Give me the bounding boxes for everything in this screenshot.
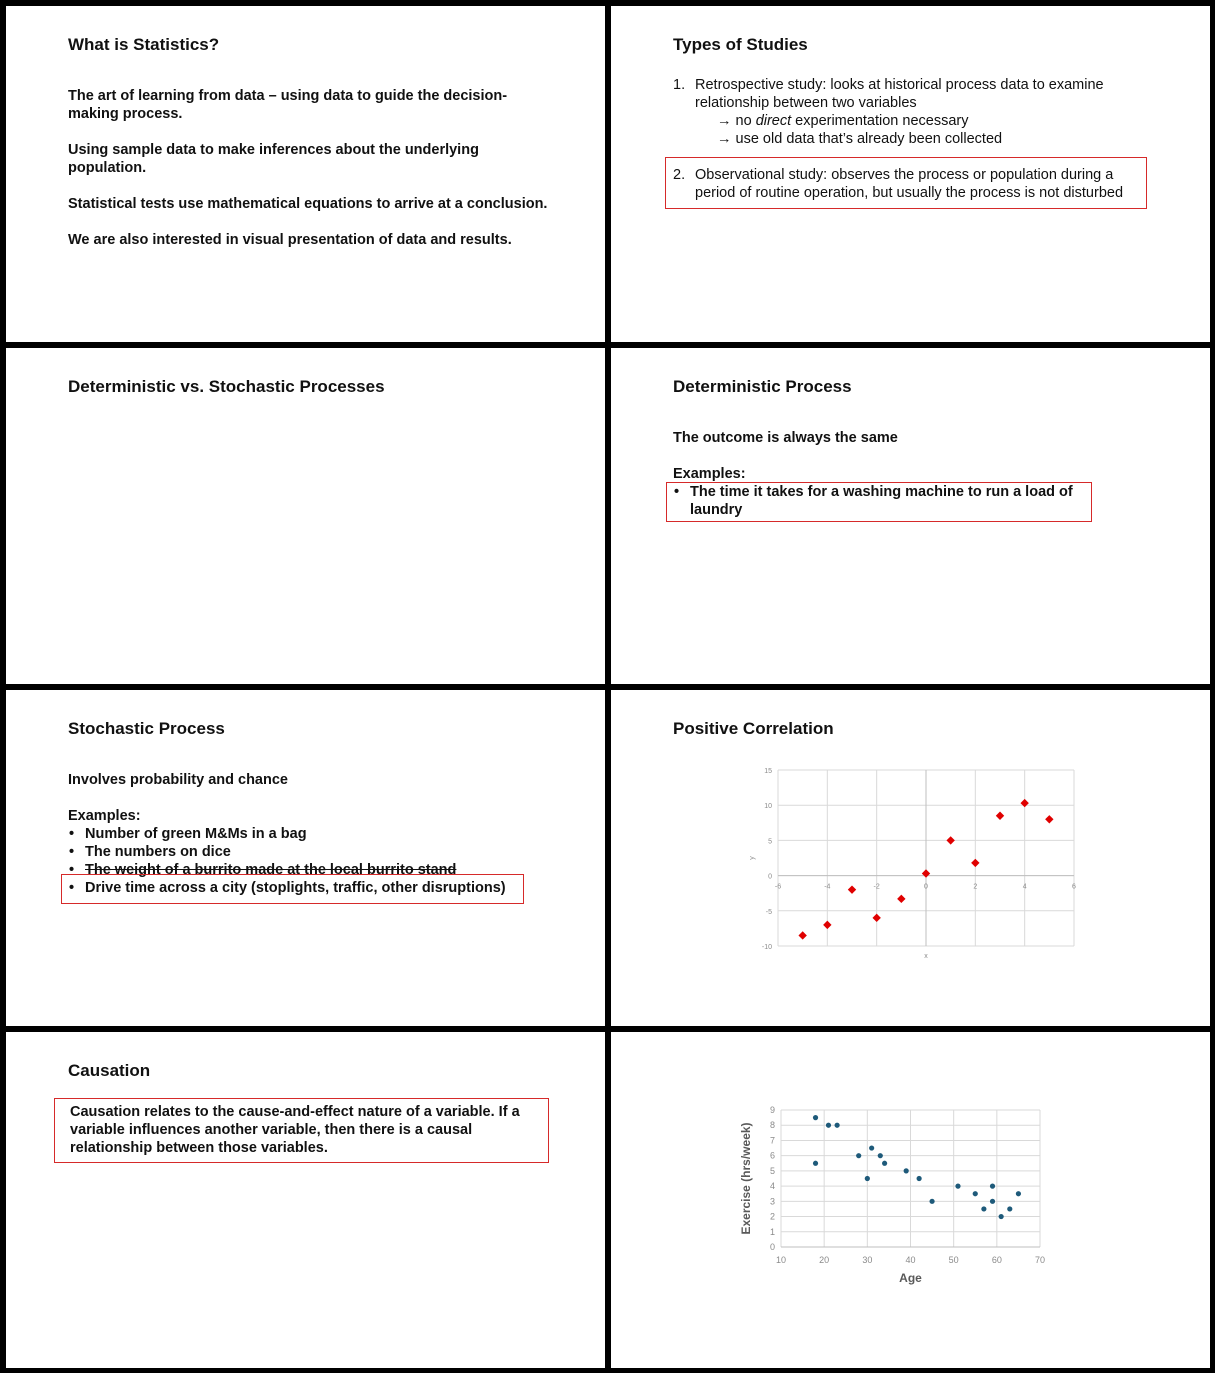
list-number: 1. bbox=[673, 77, 686, 93]
data-point bbox=[990, 1199, 995, 1204]
y-tick-label: 2 bbox=[769, 1211, 775, 1222]
data-point bbox=[848, 885, 856, 893]
x-tick-label: -4 bbox=[824, 883, 831, 891]
y-tick-label: 1 bbox=[769, 1226, 775, 1237]
data-point bbox=[1016, 1191, 1021, 1196]
data-point bbox=[971, 859, 979, 867]
data-point bbox=[813, 1161, 818, 1166]
positive-correlation-chart bbox=[741, 758, 1081, 970]
y-tick-label: 7 bbox=[769, 1135, 775, 1146]
highlight-box bbox=[61, 874, 524, 904]
y-axis-label: Exercise (hrs/week) bbox=[739, 1122, 753, 1235]
x-tick-label: 50 bbox=[948, 1255, 959, 1265]
x-tick-label: 2 bbox=[973, 883, 978, 891]
slide-title: What is Statistics? bbox=[68, 35, 220, 54]
list-item: • The weight of a burrito made at the local burrito stand bbox=[68, 861, 538, 879]
y-tick-label: -5 bbox=[765, 908, 772, 916]
paragraph: The outcome is always the same bbox=[673, 430, 898, 446]
slide-title: Stochastic Process bbox=[68, 719, 225, 738]
x-tick-label: 6 bbox=[1072, 883, 1076, 891]
data-point bbox=[826, 1123, 831, 1128]
slide-causation bbox=[6, 1032, 605, 1368]
x-tick-label: 60 bbox=[991, 1255, 1002, 1265]
x-tick-label: 4 bbox=[1022, 883, 1027, 891]
data-point bbox=[973, 1191, 978, 1196]
data-point bbox=[1045, 815, 1053, 823]
examples-label: Examples: bbox=[673, 466, 746, 482]
y-tick-label: 6 bbox=[769, 1150, 775, 1161]
y-tick-label: 8 bbox=[769, 1120, 775, 1131]
slide-types-of-studies bbox=[611, 6, 1210, 342]
y-tick-label: 9 bbox=[769, 1105, 775, 1115]
paragraph: Involves probability and chance bbox=[68, 772, 288, 788]
age-exercise-chart bbox=[731, 1100, 1061, 1300]
data-point bbox=[897, 895, 905, 903]
data-point bbox=[904, 1168, 909, 1173]
data-point bbox=[990, 1184, 995, 1189]
data-point bbox=[882, 1161, 887, 1166]
slide-title: Causation bbox=[68, 1061, 151, 1080]
slide-what-is-statistics bbox=[6, 6, 605, 342]
slide-title: Types of Studies bbox=[673, 35, 808, 54]
list-item-text: Observational study: observes the process or population during a period of routine operation, but usually the process is not disturbed bbox=[695, 167, 1124, 201]
x-tick-label: 20 bbox=[819, 1255, 830, 1265]
slide-body bbox=[68, 87, 548, 267]
list-item: • Number of green M&Ms in a bag bbox=[68, 825, 538, 843]
slide-title: Deterministic Process bbox=[673, 377, 852, 396]
paragraph: Using sample data to make inferences about the underlying population. bbox=[68, 142, 479, 176]
paragraph: Statistical tests use mathematical equations to arrive at a conclusion. bbox=[68, 196, 548, 212]
x-axis-label: x bbox=[924, 953, 928, 960]
data-point bbox=[981, 1206, 986, 1211]
slide-title: Positive Correlation bbox=[673, 719, 834, 738]
examples-label: Examples: bbox=[68, 808, 141, 824]
sub-point bbox=[673, 112, 1143, 130]
highlight-box bbox=[54, 1098, 549, 1163]
data-point bbox=[865, 1176, 870, 1181]
sub-point-suffix: experimentation necessary bbox=[791, 113, 969, 129]
x-axis-label: Age bbox=[899, 1271, 922, 1285]
data-point bbox=[917, 1176, 922, 1181]
sub-point: → use old data that’s already been collected bbox=[717, 131, 1003, 147]
paragraph: We are also interested in visual presentation of data and results. bbox=[68, 232, 512, 248]
slide-title: Deterministic vs. Stochastic Processes bbox=[68, 377, 385, 396]
data-point bbox=[798, 931, 806, 939]
y-tick-label: 0 bbox=[768, 873, 772, 881]
data-point bbox=[869, 1145, 874, 1150]
data-point bbox=[813, 1115, 818, 1120]
sub-point-emphasis: direct bbox=[755, 113, 792, 129]
list-item: • The numbers on dice bbox=[68, 843, 538, 861]
list-item: • The time it takes for a washing machine to run a load of laundry bbox=[673, 483, 1103, 519]
y-axis-label: y bbox=[749, 856, 756, 860]
x-tick-label: -6 bbox=[774, 883, 782, 891]
highlight-box bbox=[665, 157, 1147, 209]
data-point bbox=[929, 1199, 934, 1204]
slide-stochastic-process bbox=[6, 690, 605, 1026]
causation-text: Causation relates to the cause-and-effect nature of a variable. If a variable influences another variable, then there is a causal relationship between those variables. bbox=[70, 1104, 520, 1156]
y-tick-label: -10 bbox=[761, 944, 772, 951]
slide-deterministic-process bbox=[611, 348, 1210, 684]
list-item-text: Retrospective study: looks at historical process data to examine relationship between two variables bbox=[695, 77, 1104, 111]
y-tick-label: 15 bbox=[764, 768, 772, 775]
x-tick-label: -2 bbox=[873, 883, 880, 891]
x-tick-label: 10 bbox=[775, 1255, 787, 1265]
data-point bbox=[878, 1153, 883, 1158]
list-item-retrospective bbox=[673, 76, 1143, 112]
x-tick-label: 40 bbox=[905, 1255, 916, 1265]
y-tick-label: 10 bbox=[764, 803, 772, 811]
y-tick-label: 3 bbox=[769, 1196, 775, 1207]
slide-age-exercise-scatter bbox=[611, 1032, 1210, 1368]
y-tick-label: 0 bbox=[769, 1242, 775, 1252]
x-tick-label: 30 bbox=[862, 1255, 873, 1265]
list-number: 2. bbox=[673, 167, 686, 183]
data-point bbox=[1020, 799, 1028, 807]
x-tick-label: 70 bbox=[1034, 1255, 1046, 1265]
data-point bbox=[922, 869, 930, 877]
slide-positive-correlation bbox=[611, 690, 1210, 1026]
data-point bbox=[872, 914, 880, 922]
data-point bbox=[946, 836, 954, 844]
y-tick-label: 5 bbox=[769, 1165, 775, 1176]
highlight-box bbox=[666, 482, 1092, 522]
list-item: • Drive time across a city (stoplights, traffic, other disruptions) bbox=[68, 879, 538, 897]
y-tick-label: 5 bbox=[768, 838, 772, 846]
data-point bbox=[835, 1123, 840, 1128]
data-point bbox=[999, 1214, 1004, 1219]
data-point bbox=[955, 1184, 960, 1189]
sub-point-prefix: → no bbox=[717, 113, 756, 129]
x-tick-label: 0 bbox=[924, 883, 928, 891]
data-point bbox=[856, 1153, 861, 1158]
data-point bbox=[1007, 1206, 1012, 1211]
data-point bbox=[996, 812, 1004, 820]
y-tick-label: 4 bbox=[769, 1181, 775, 1192]
slide-deterministic-vs-stochastic bbox=[6, 348, 605, 684]
data-point bbox=[823, 921, 831, 929]
paragraph: The art of learning from data – using data to guide the decision-making process. bbox=[68, 88, 508, 122]
